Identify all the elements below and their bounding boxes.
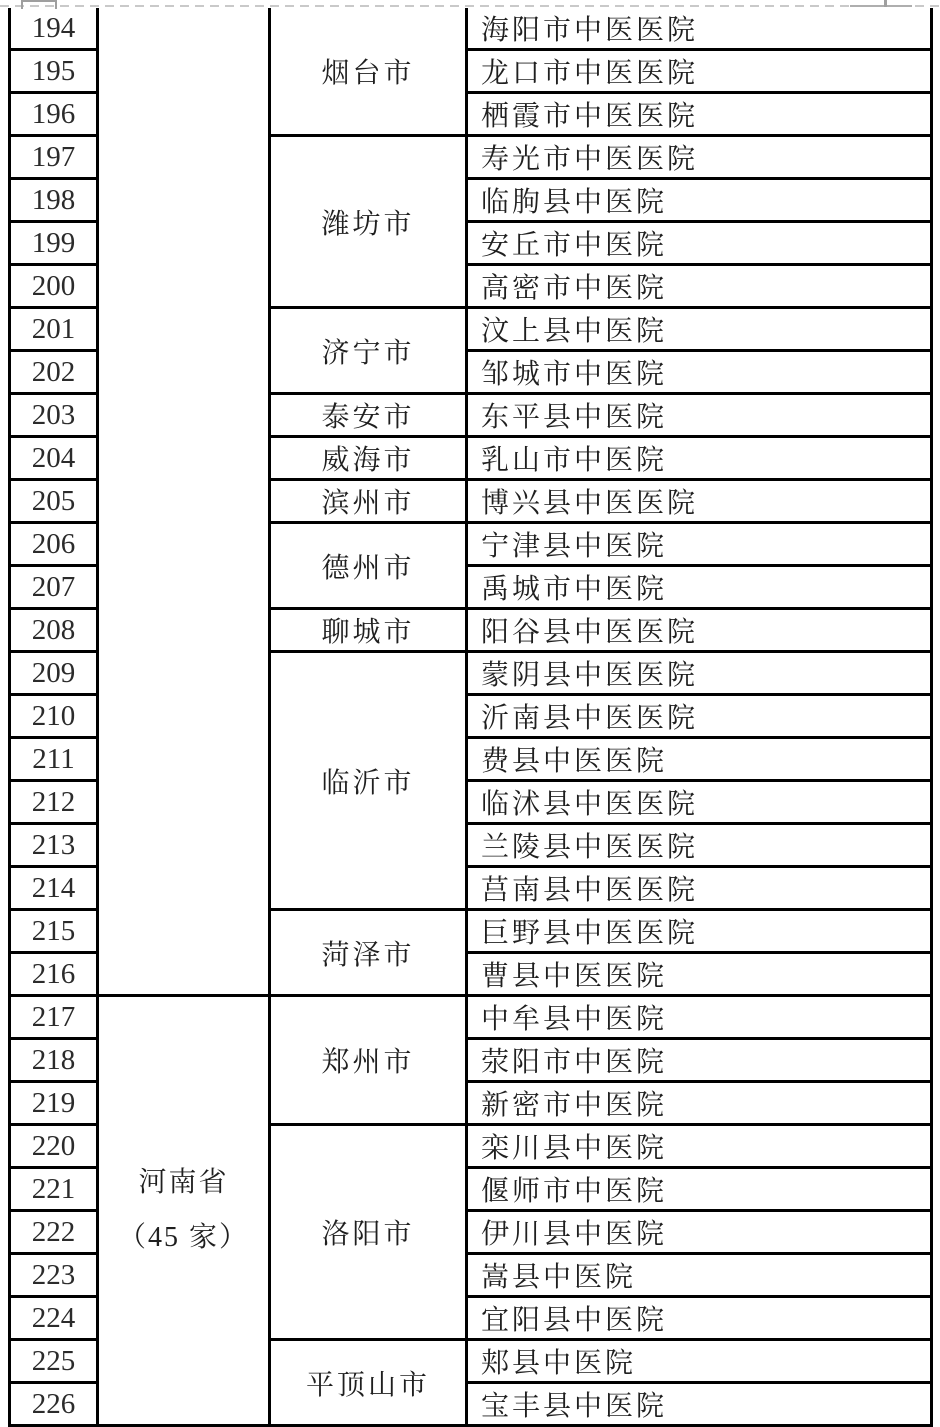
row-number-cell: 211 xyxy=(10,738,98,781)
hospital-name-cell: 龙口市中医医院 xyxy=(467,50,932,93)
city-cell: 德州市 xyxy=(270,523,467,609)
row-number-cell: 209 xyxy=(10,652,98,695)
row-number-cell: 225 xyxy=(10,1340,98,1383)
province-cell xyxy=(98,8,270,996)
city-cell: 威海市 xyxy=(270,437,467,480)
city-cell: 聊城市 xyxy=(270,609,467,652)
row-number-cell: 223 xyxy=(10,1254,98,1297)
hospital-name-cell: 宁津县中医院 xyxy=(467,523,932,566)
hospital-name-cell: 禹城市中医院 xyxy=(467,566,932,609)
table-row xyxy=(10,8,932,50)
hospital-name-cell: 寿光市中医医院 xyxy=(467,136,932,179)
page-break-solid-segment xyxy=(850,5,912,7)
hospital-name-cell: 新密市中医院 xyxy=(467,1082,932,1125)
city-cell: 滨州市 xyxy=(270,480,467,523)
province-label: 河南省 xyxy=(138,1166,229,1198)
row-number-cell: 210 xyxy=(10,695,98,738)
hospital-list-table xyxy=(8,8,933,1427)
hospital-name-cell: 费县中医医院 xyxy=(467,738,932,781)
page-break-tick-mark xyxy=(884,0,887,7)
hospital-name-cell: 高密市中医院 xyxy=(467,265,932,308)
row-number-cell: 224 xyxy=(10,1297,98,1340)
hospital-table-body xyxy=(10,8,932,1426)
row-number-cell: 204 xyxy=(10,437,98,480)
row-number-cell: 199 xyxy=(10,222,98,265)
hospital-name-cell: 乳山市中医院 xyxy=(467,437,932,480)
hospital-name-cell: 临沭县中医医院 xyxy=(467,781,932,824)
hospital-name-cell: 伊川县中医院 xyxy=(467,1211,932,1254)
row-number-cell: 205 xyxy=(10,480,98,523)
hospital-name-cell: 汶上县中医院 xyxy=(467,308,932,351)
city-cell: 洛阳市 xyxy=(270,1125,467,1340)
row-number-cell: 195 xyxy=(10,50,98,93)
hospital-name-cell: 巨野县中医医院 xyxy=(467,910,932,953)
hospital-name-cell: 曹县中医医院 xyxy=(467,953,932,996)
city-cell: 临沂市 xyxy=(270,652,467,910)
province-cell xyxy=(98,996,270,1426)
hospital-name-cell: 莒南县中医医院 xyxy=(467,867,932,910)
row-number-cell: 216 xyxy=(10,953,98,996)
row-number-cell: 196 xyxy=(10,93,98,136)
row-number-cell: 208 xyxy=(10,609,98,652)
city-cell: 平顶山市 xyxy=(270,1340,467,1426)
row-number-cell: 194 xyxy=(10,8,98,50)
hospital-name-cell: 安丘市中医院 xyxy=(467,222,932,265)
hospital-name-cell: 蒙阴县中医医院 xyxy=(467,652,932,695)
row-number-cell: 222 xyxy=(10,1211,98,1254)
hospital-name-cell: 兰陵县中医医院 xyxy=(467,824,932,867)
city-cell: 济宁市 xyxy=(270,308,467,394)
city-cell: 菏泽市 xyxy=(270,910,467,996)
hospital-name-cell: 郏县中医院 xyxy=(467,1340,932,1383)
row-number-cell: 221 xyxy=(10,1168,98,1211)
page-break-dashed-line xyxy=(0,5,940,7)
row-number-cell: 214 xyxy=(10,867,98,910)
hospital-name-cell: 中牟县中医院 xyxy=(467,996,932,1039)
hospital-name-cell: 东平县中医院 xyxy=(467,394,932,437)
row-number-cell: 215 xyxy=(10,910,98,953)
row-number-cell: 203 xyxy=(10,394,98,437)
hospital-name-cell: 栾川县中医院 xyxy=(467,1125,932,1168)
row-number-cell: 218 xyxy=(10,1039,98,1082)
table-row xyxy=(10,996,932,1039)
row-number-cell: 201 xyxy=(10,308,98,351)
hospital-name-cell: 荥阳市中医院 xyxy=(467,1039,932,1082)
row-number-cell: 206 xyxy=(10,523,98,566)
hospital-name-cell: 栖霞市中医医院 xyxy=(467,93,932,136)
hospital-name-cell: 偃师市中医院 xyxy=(467,1168,932,1211)
row-number-cell: 197 xyxy=(10,136,98,179)
hospital-name-cell: 宝丰县中医院 xyxy=(467,1383,932,1426)
hospital-name-cell: 阳谷县中医医院 xyxy=(467,609,932,652)
row-number-cell: 212 xyxy=(10,781,98,824)
city-cell: 郑州市 xyxy=(270,996,467,1125)
hospital-name-cell: 临朐县中医院 xyxy=(467,179,932,222)
city-cell: 潍坊市 xyxy=(270,136,467,308)
row-number-cell: 200 xyxy=(10,265,98,308)
hospital-name-cell: 沂南县中医医院 xyxy=(467,695,932,738)
hospital-name-cell: 宜阳县中医院 xyxy=(467,1297,932,1340)
row-number-cell: 213 xyxy=(10,824,98,867)
hospital-name-cell: 博兴县中医医院 xyxy=(467,480,932,523)
row-number-cell: 202 xyxy=(10,351,98,394)
province-count-label: （45 家） xyxy=(117,1221,249,1253)
row-number-cell: 219 xyxy=(10,1082,98,1125)
city-cell: 烟台市 xyxy=(270,8,467,136)
row-number-cell: 217 xyxy=(10,996,98,1039)
hospital-name-cell: 邹城市中医院 xyxy=(467,351,932,394)
row-number-cell: 220 xyxy=(10,1125,98,1168)
row-number-cell: 207 xyxy=(10,566,98,609)
hospital-name-cell: 嵩县中医院 xyxy=(467,1254,932,1297)
row-number-cell: 198 xyxy=(10,179,98,222)
city-cell: 泰安市 xyxy=(270,394,467,437)
hospital-name-cell: 海阳市中医医院 xyxy=(467,8,932,50)
row-number-cell: 226 xyxy=(10,1383,98,1426)
